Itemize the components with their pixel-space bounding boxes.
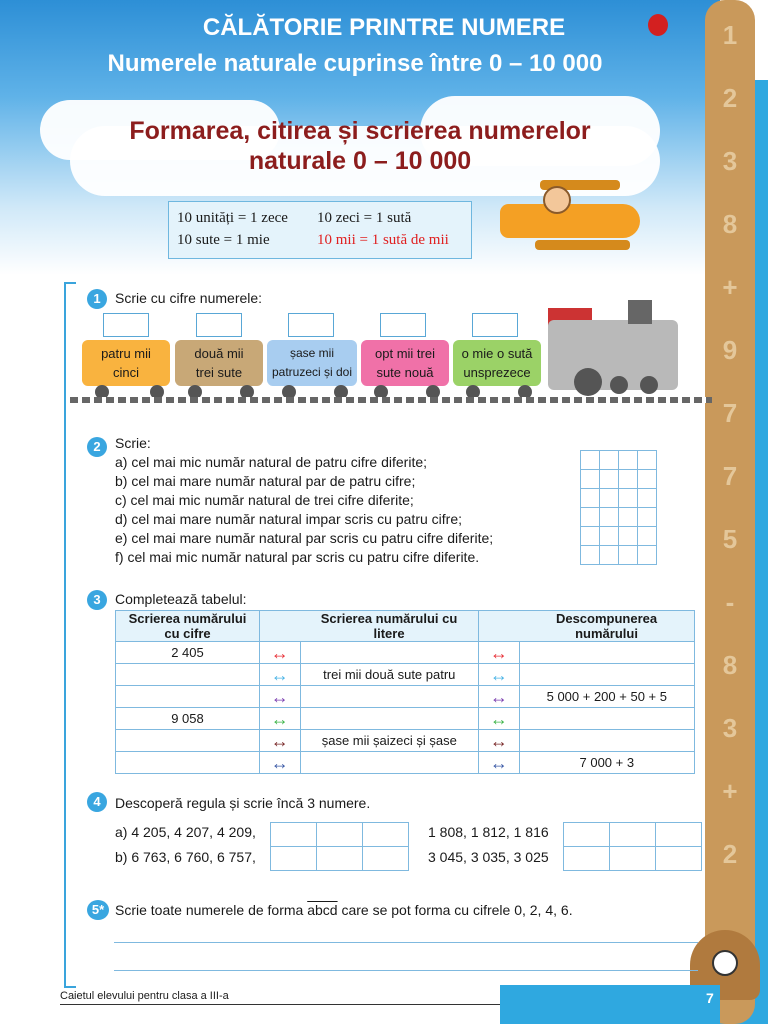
completion-table bbox=[115, 610, 695, 774]
exercise-frame bbox=[64, 282, 76, 988]
exercise-number: 1 bbox=[87, 289, 107, 309]
exercise-5-text bbox=[115, 902, 573, 918]
exercise-2 bbox=[115, 434, 493, 567]
train-wagon bbox=[82, 340, 170, 386]
arrow-icon: ↔ bbox=[479, 730, 520, 752]
page-number: 7 bbox=[706, 990, 714, 1006]
cell-cifre[interactable] bbox=[116, 752, 260, 774]
sequence-c: 1 808, 1 812, 1 816 bbox=[428, 824, 549, 840]
ruler-digit: 7 bbox=[722, 398, 738, 428]
wagon-label: opt mii trei bbox=[375, 346, 435, 361]
ruler-digit: + bbox=[722, 272, 738, 302]
wheel-icon bbox=[640, 376, 658, 394]
locomotive-chimney bbox=[628, 300, 652, 324]
exercise-number: 3 bbox=[87, 590, 107, 610]
table-row bbox=[116, 730, 695, 752]
arrow-icon: ↔ bbox=[260, 642, 301, 664]
table-header-spacer bbox=[260, 611, 301, 642]
cell-cifre[interactable]: 2 405 bbox=[116, 642, 260, 664]
sequence-a: a) 4 205, 4 207, 4 209, bbox=[115, 824, 256, 840]
arrow-icon: ↔ bbox=[260, 752, 301, 774]
sequence-answer-boxes[interactable] bbox=[563, 822, 702, 871]
lesson-title-line1: Formarea, citirea și scrierea numerelor bbox=[129, 117, 591, 145]
answer-box[interactable] bbox=[196, 313, 242, 337]
table-header: Scrierea numărului cu cifre bbox=[116, 611, 260, 642]
train-wagon bbox=[175, 340, 263, 386]
ruler-digit: + bbox=[722, 776, 738, 806]
arrow-icon: ↔ bbox=[479, 642, 520, 664]
plane-icon bbox=[500, 204, 640, 238]
rules-box bbox=[168, 201, 472, 259]
arrow-icon: ↔ bbox=[479, 664, 520, 686]
exercise-5-text-after: care se pot forma cu cifrele 0, 2, 4, 6. bbox=[341, 902, 573, 918]
exercise-item: b) cel mai mare număr natural par de patru cifre; bbox=[115, 473, 416, 489]
cell-desc[interactable] bbox=[519, 708, 694, 730]
table-header-spacer bbox=[479, 611, 520, 642]
answer-box[interactable] bbox=[380, 313, 426, 337]
arrow-icon: ↔ bbox=[479, 752, 520, 774]
answer-line[interactable] bbox=[114, 970, 698, 971]
rule-text: 10 zeci = 1 sută bbox=[317, 210, 412, 226]
cell-litere[interactable] bbox=[300, 686, 479, 708]
wagon-label: două mii bbox=[194, 346, 244, 361]
arrow-icon: ↔ bbox=[260, 686, 301, 708]
arrow-icon: ↔ bbox=[260, 664, 301, 686]
exercise-1-text: Scrie cu cifre numerele: bbox=[115, 290, 263, 306]
footer-line bbox=[60, 1004, 500, 1005]
wagon-label: șase mii bbox=[289, 346, 334, 360]
wagon-label: patru mii bbox=[101, 346, 151, 361]
cell-litere[interactable] bbox=[300, 642, 479, 664]
cell-cifre[interactable] bbox=[116, 730, 260, 752]
exercise-4-text: Descoperă regula și scrie încă 3 numere. bbox=[115, 795, 371, 811]
cell-litere[interactable]: trei mii două sute patru bbox=[300, 664, 479, 686]
table-row bbox=[116, 708, 695, 730]
exercise-item: d) cel mai mare număr natural impar scris cu patru cifre; bbox=[115, 511, 462, 527]
ruler-digit: 5 bbox=[722, 524, 738, 554]
wagon-label: o mie o sută bbox=[461, 346, 533, 361]
chapter-title: CĂLĂTORIE PRINTRE NUMERE bbox=[202, 14, 566, 41]
cell-desc[interactable] bbox=[519, 730, 694, 752]
plane-wing bbox=[535, 240, 630, 250]
answer-line[interactable] bbox=[114, 942, 698, 943]
lesson-title bbox=[90, 116, 630, 176]
exercise-item: e) cel mai mare număr natural par scris cu patru cifre diferite; bbox=[115, 530, 494, 546]
cell-litere[interactable]: șase mii șaizeci și șase bbox=[300, 730, 479, 752]
pilot-icon bbox=[543, 186, 571, 214]
abcd-notation: abcd bbox=[307, 902, 338, 918]
footer-text: Caietul elevului pentru clasa a III-a bbox=[60, 990, 229, 1002]
cell-desc[interactable]: 5 000 + 200 + 50 + 5 bbox=[519, 686, 694, 708]
cell-cifre[interactable] bbox=[116, 664, 260, 686]
footer-band bbox=[500, 985, 720, 1024]
exercise-number: 5* bbox=[87, 900, 109, 920]
ruler-digit: 3 bbox=[722, 146, 738, 176]
answer-grid[interactable] bbox=[580, 450, 657, 565]
ruler-digit: 9 bbox=[722, 335, 738, 365]
arrow-icon: ↔ bbox=[479, 708, 520, 730]
exercise-item: f) cel mai mic număr natural par scris cu patru cifre diferite. bbox=[115, 549, 480, 565]
cell-desc[interactable] bbox=[519, 642, 694, 664]
train-wagon bbox=[361, 340, 449, 386]
sequence-answer-boxes[interactable] bbox=[270, 822, 409, 871]
cell-cifre[interactable]: 9 058 bbox=[116, 708, 260, 730]
wagon-label: patruzeci și doi bbox=[271, 365, 353, 379]
ruler-digit: 7 bbox=[722, 461, 738, 491]
ruler-digit: 2 bbox=[722, 83, 738, 113]
answer-box[interactable] bbox=[103, 313, 149, 337]
table-row bbox=[116, 752, 695, 774]
ruler-digit: 3 bbox=[722, 713, 738, 743]
arrow-icon: ↔ bbox=[479, 686, 520, 708]
cell-cifre[interactable] bbox=[116, 686, 260, 708]
exercise-number: 4 bbox=[87, 792, 107, 812]
wheel-icon bbox=[610, 376, 628, 394]
sequence-d: 3 045, 3 035, 3 025 bbox=[428, 849, 549, 865]
lesson-title-line2: naturale 0 – 10 000 bbox=[248, 147, 472, 175]
answer-box[interactable] bbox=[472, 313, 518, 337]
wheel-icon bbox=[574, 368, 602, 396]
exercise-item: a) cel mai mic număr natural de patru cifre diferite; bbox=[115, 454, 428, 470]
cell-litere[interactable] bbox=[300, 752, 479, 774]
table-row bbox=[116, 686, 695, 708]
rail-track bbox=[70, 397, 712, 403]
ruler-digit: 8 bbox=[722, 209, 738, 239]
train-wagon bbox=[453, 340, 541, 386]
ruler-digit: 1 bbox=[722, 20, 738, 50]
chapter-subtitle: Numerele naturale cuprinse între 0 – 10 000 bbox=[107, 50, 603, 77]
wagon-label: sute nouă bbox=[376, 365, 434, 380]
cell-desc[interactable]: 7 000 + 3 bbox=[519, 752, 694, 774]
cell-desc[interactable] bbox=[519, 664, 694, 686]
ruler-digit: - bbox=[725, 587, 735, 617]
answer-box[interactable] bbox=[288, 313, 334, 337]
exercise-item: c) cel mai mic număr natural de trei cifre diferite; bbox=[115, 492, 414, 508]
cell-litere[interactable] bbox=[300, 708, 479, 730]
exercise-number: 2 bbox=[87, 437, 107, 457]
arrow-icon: ↔ bbox=[260, 730, 301, 752]
arrow-icon: ↔ bbox=[260, 708, 301, 730]
ruler-digits bbox=[710, 20, 750, 870]
ruler-digit: 2 bbox=[722, 839, 738, 869]
train-wagon bbox=[267, 340, 357, 386]
table-header: Scrierea numărului cu litere bbox=[300, 611, 479, 642]
rule-text-highlight: 10 mii = 1 sută de mii bbox=[317, 232, 449, 248]
rule-text: 10 unități = 1 zece bbox=[177, 210, 288, 226]
wagon-label: trei sute bbox=[195, 365, 243, 380]
table-row bbox=[116, 642, 695, 664]
table-header: Descompunerea numărului bbox=[519, 611, 694, 642]
wagon-label: cinci bbox=[112, 365, 139, 380]
exercise-5-text-before: Scrie toate numerele de forma bbox=[115, 902, 304, 918]
sequence-b: b) 6 763, 6 760, 6 757, bbox=[115, 849, 256, 865]
giraffe-eye-icon bbox=[712, 950, 738, 976]
table-row bbox=[116, 664, 695, 686]
exercise-2-text: Scrie: bbox=[115, 435, 151, 451]
ruler-digit: 8 bbox=[722, 650, 738, 680]
wagon-label: unsprezece bbox=[463, 365, 531, 380]
rule-text: 10 sute = 1 mie bbox=[177, 232, 270, 248]
exercise-3-text: Completează tabelul: bbox=[115, 591, 247, 607]
